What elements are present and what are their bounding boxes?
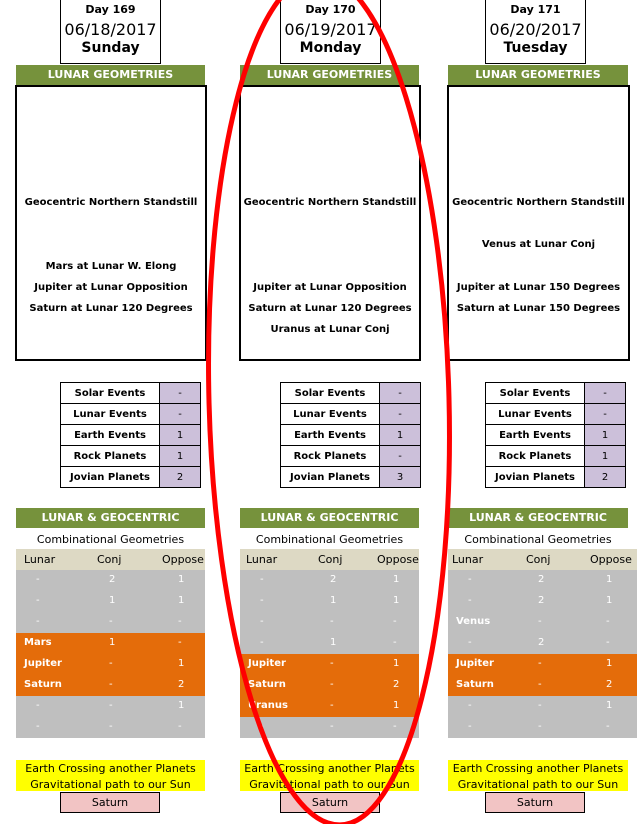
grid-cell-lunar: - (260, 637, 264, 648)
event-value: - (585, 383, 626, 404)
lunar-geocentric-header: LUNAR & GEOCENTRIC (448, 508, 628, 528)
day-date: 06/20/2017 (489, 20, 582, 39)
grid-cell-conj: 1 (330, 595, 337, 606)
grid-row (448, 591, 637, 612)
grid-cell-oppose: 1 (393, 595, 400, 606)
grid-row (448, 570, 637, 591)
crossing-planet-button[interactable]: Saturn (485, 792, 585, 813)
event-value: 1 (585, 446, 626, 467)
grid-row (240, 612, 419, 633)
event-row (486, 446, 626, 467)
grid-cell-lunar: Mars (24, 637, 52, 648)
day-column-171 (432, 0, 637, 824)
event-row (61, 446, 201, 467)
grid-cell-oppose: - (178, 637, 182, 648)
grid-cell-oppose: 1 (606, 574, 613, 585)
grid-cell-conj: 2 (538, 637, 545, 648)
grid-header-oppose: Oppose (590, 553, 632, 566)
grid-cell-oppose: 1 (178, 595, 185, 606)
grid-cell-conj: 2 (538, 574, 545, 585)
grid-row (16, 612, 205, 633)
geometry-line: Saturn at Lunar 150 Degrees (456, 303, 621, 314)
grid-cell-lunar: - (260, 595, 264, 606)
grid-row (448, 717, 637, 738)
grid-cell-lunar: - (36, 595, 40, 606)
grid-row (240, 633, 419, 654)
grid-cell-lunar: - (468, 595, 472, 606)
earth-crossing-line2: Gravitational path to our Sun (249, 778, 410, 791)
grid-cell-oppose: - (393, 721, 397, 732)
earth-crossing-line1: Earth Crossing another Planets (25, 762, 196, 775)
grid-cell-conj: - (330, 721, 334, 732)
grid-header-conj: Conj (97, 553, 122, 566)
event-row (281, 404, 421, 425)
grid-header-row (16, 549, 205, 570)
event-value: 1 (380, 425, 421, 446)
event-value: - (585, 404, 626, 425)
grid-row (240, 654, 419, 675)
grid-header-oppose: Oppose (377, 553, 419, 566)
grid-cell-oppose: 1 (178, 574, 185, 585)
grid-cell-oppose: 1 (606, 700, 613, 711)
event-value: 2 (160, 467, 201, 488)
day-number: Day 170 (305, 3, 356, 16)
grid-cell-conj: - (109, 700, 113, 711)
grid-cell-conj: - (109, 721, 113, 732)
event-value: - (160, 383, 201, 404)
grid-cell-conj: - (330, 679, 334, 690)
geometry-line: Uranus at Lunar Conj (270, 324, 390, 335)
grid-cell-conj: - (330, 700, 334, 711)
grid-cell-lunar: Saturn (248, 679, 286, 690)
grid-row (448, 654, 637, 675)
grid-cell-conj: - (330, 616, 334, 627)
grid-cell-oppose: 2 (606, 679, 613, 690)
event-counts-table (60, 382, 201, 488)
grid-cell-conj: 2 (109, 574, 116, 585)
event-row (281, 446, 421, 467)
event-label: Rock Planets (281, 446, 380, 467)
grid-cell-lunar: - (36, 574, 40, 585)
day-date: 06/19/2017 (284, 20, 377, 39)
event-row (281, 467, 421, 488)
grid-cell-oppose: - (606, 637, 610, 648)
event-label: Lunar Events (486, 404, 585, 425)
grid-cell-oppose: 1 (393, 658, 400, 669)
grid-cell-oppose: 1 (606, 595, 613, 606)
event-label: Lunar Events (281, 404, 380, 425)
grid-row (240, 591, 419, 612)
event-row (61, 404, 201, 425)
grid-cell-oppose: 1 (178, 700, 185, 711)
geometry-line: Jupiter at Lunar 150 Degrees (456, 282, 621, 293)
grid-header-conj: Conj (526, 553, 551, 566)
grid-row (240, 675, 419, 696)
grid-row (16, 591, 205, 612)
grid-cell-lunar: - (468, 574, 472, 585)
grid-cell-conj: 1 (109, 637, 116, 648)
geometry-line: Jupiter at Lunar Opposition (34, 282, 188, 293)
lunar-geometries-header: LUNAR GEOMETRIES (16, 65, 205, 85)
grid-cell-conj: 1 (330, 637, 337, 648)
grid-cell-lunar: Jupiter (456, 658, 494, 669)
grid-header-oppose: Oppose (162, 553, 204, 566)
grid-cell-lunar: Jupiter (24, 658, 62, 669)
lunar-geocentric-header: LUNAR & GEOCENTRIC (16, 508, 205, 528)
combinational-grid (16, 549, 205, 738)
event-value: - (380, 404, 421, 425)
earth-crossing-line2: Gravitational path to our Sun (457, 778, 619, 791)
grid-cell-conj: 2 (538, 595, 545, 606)
grid-cell-oppose: - (606, 616, 610, 627)
geometry-line: Geocentric Northern Standstill (243, 197, 417, 208)
event-row (61, 383, 201, 404)
grid-cell-lunar: Saturn (456, 679, 494, 690)
geometry-line: Geocentric Northern Standstill (24, 197, 198, 208)
geometry-line: Venus at Lunar Conj (481, 239, 596, 250)
grid-cell-lunar: - (36, 700, 40, 711)
grid-row (240, 570, 419, 591)
grid-header-row (240, 549, 419, 570)
grid-cell-conj: - (109, 616, 113, 627)
event-row (281, 383, 421, 404)
grid-row (16, 570, 205, 591)
event-row (486, 467, 626, 488)
grid-cell-oppose: 2 (178, 679, 185, 690)
event-label: Solar Events (486, 383, 585, 404)
event-row (281, 425, 421, 446)
grid-cell-lunar: - (36, 721, 40, 732)
grid-cell-lunar: Saturn (24, 679, 62, 690)
grid-row (16, 675, 205, 696)
grid-cell-lunar: - (260, 574, 264, 585)
event-row (486, 383, 626, 404)
day-header (60, 0, 161, 64)
grid-cell-lunar: Uranus (248, 700, 288, 711)
day-header (485, 0, 586, 64)
grid-cell-lunar: - (260, 721, 264, 732)
event-row (61, 425, 201, 446)
day-column-169 (0, 0, 220, 824)
day-number: Day 171 (510, 3, 561, 16)
grid-cell-lunar: - (468, 721, 472, 732)
grid-cell-conj: - (538, 658, 542, 669)
day-date: 06/18/2017 (64, 20, 157, 39)
grid-header-lunar: Lunar (24, 553, 56, 566)
lunar-geometries-box (15, 85, 207, 361)
grid-cell-oppose: - (393, 637, 397, 648)
lunar-geometries-box (447, 85, 630, 361)
grid-cell-oppose: 1 (178, 658, 185, 669)
event-value: 1 (585, 425, 626, 446)
grid-cell-conj: 1 (109, 595, 116, 606)
event-label: Jovian Planets (486, 467, 585, 488)
day-weekday: Monday (299, 40, 362, 56)
event-label: Jovian Planets (281, 467, 380, 488)
grid-row (240, 717, 419, 738)
event-value: - (380, 383, 421, 404)
grid-row (16, 696, 205, 717)
event-counts-table (280, 382, 421, 488)
grid-cell-conj: - (538, 700, 542, 711)
grid-row (16, 654, 205, 675)
day-weekday: Tuesday (503, 40, 568, 56)
grid-cell-conj: - (330, 658, 334, 669)
day-header (280, 0, 381, 64)
earth-crossing-banner (448, 760, 628, 791)
geometry-line: Geocentric Northern Standstill (452, 197, 625, 208)
grid-cell-lunar: Jupiter (248, 658, 286, 669)
grid-cell-oppose: - (178, 616, 182, 627)
event-label: Earth Events (281, 425, 380, 446)
event-label: Jovian Planets (61, 467, 160, 488)
geometry-line: Saturn at Lunar 120 Degrees (29, 303, 193, 314)
crossing-planet-button[interactable]: Saturn (60, 792, 160, 813)
geometry-line: Jupiter at Lunar Opposition (253, 282, 407, 293)
event-row (486, 404, 626, 425)
earth-crossing-banner (240, 760, 419, 791)
grid-cell-lunar: - (468, 700, 472, 711)
crossing-planet-button[interactable]: Saturn (280, 792, 380, 813)
combinational-title: Combinational Geometries (36, 533, 185, 546)
event-label: Earth Events (486, 425, 585, 446)
event-row (486, 425, 626, 446)
lunar-geometries-header: LUNAR GEOMETRIES (448, 65, 628, 85)
combinational-title: Combinational Geometries (464, 533, 612, 546)
earth-crossing-line2: Gravitational path to our Sun (30, 778, 191, 791)
grid-cell-conj: - (538, 616, 542, 627)
day-number: Day 169 (85, 3, 136, 16)
grid-row (16, 633, 205, 654)
event-label: Earth Events (61, 425, 160, 446)
event-value: 2 (585, 467, 626, 488)
grid-row (240, 696, 419, 717)
geometry-line: Saturn at Lunar 120 Degrees (248, 303, 412, 314)
grid-header-lunar: Lunar (246, 553, 278, 566)
event-value: - (160, 404, 201, 425)
grid-header-row (448, 549, 637, 570)
event-value: - (380, 446, 421, 467)
grid-cell-lunar: - (260, 616, 264, 627)
earth-crossing-line1: Earth Crossing another Planets (244, 762, 415, 775)
event-label: Solar Events (281, 383, 380, 404)
grid-cell-lunar: - (36, 616, 40, 627)
grid-cell-oppose: - (393, 616, 397, 627)
event-label: Solar Events (61, 383, 160, 404)
combinational-title: Combinational Geometries (255, 533, 404, 546)
lunar-geometries-header: LUNAR GEOMETRIES (240, 65, 419, 85)
earth-crossing-banner (16, 760, 205, 791)
event-value: 1 (160, 425, 201, 446)
geometry-line: Mars at Lunar W. Elong (45, 261, 177, 272)
grid-cell-oppose: 2 (393, 679, 400, 690)
grid-cell-oppose: - (178, 721, 182, 732)
grid-row (448, 612, 637, 633)
grid-cell-oppose: 1 (393, 700, 400, 711)
grid-cell-conj: 2 (330, 574, 337, 585)
event-value: 3 (380, 467, 421, 488)
grid-cell-oppose: 1 (606, 658, 613, 669)
lunar-geometries-box (239, 85, 421, 361)
grid-cell-conj: - (109, 679, 113, 690)
grid-row (448, 696, 637, 717)
event-row (61, 467, 201, 488)
event-label: Rock Planets (61, 446, 160, 467)
combinational-grid (240, 549, 419, 738)
event-counts-table (485, 382, 626, 488)
grid-cell-conj: - (109, 658, 113, 669)
event-label: Lunar Events (61, 404, 160, 425)
event-value: 1 (160, 446, 201, 467)
grid-header-lunar: Lunar (452, 553, 484, 566)
grid-cell-conj: - (538, 679, 542, 690)
grid-header-conj: Conj (318, 553, 343, 566)
grid-cell-lunar: - (468, 637, 472, 648)
event-label: Rock Planets (486, 446, 585, 467)
lunar-geocentric-header: LUNAR & GEOCENTRIC (240, 508, 419, 528)
grid-row (448, 675, 637, 696)
combinational-grid (448, 549, 637, 738)
grid-row (448, 633, 637, 654)
day-weekday: Sunday (81, 40, 140, 56)
earth-crossing-line1: Earth Crossing another Planets (452, 762, 624, 775)
day-column-170 (224, 0, 434, 824)
grid-cell-lunar: Venus (456, 616, 491, 627)
grid-cell-oppose: - (606, 721, 610, 732)
grid-cell-conj: - (538, 721, 542, 732)
grid-cell-oppose: 1 (393, 574, 400, 585)
grid-row (16, 717, 205, 738)
